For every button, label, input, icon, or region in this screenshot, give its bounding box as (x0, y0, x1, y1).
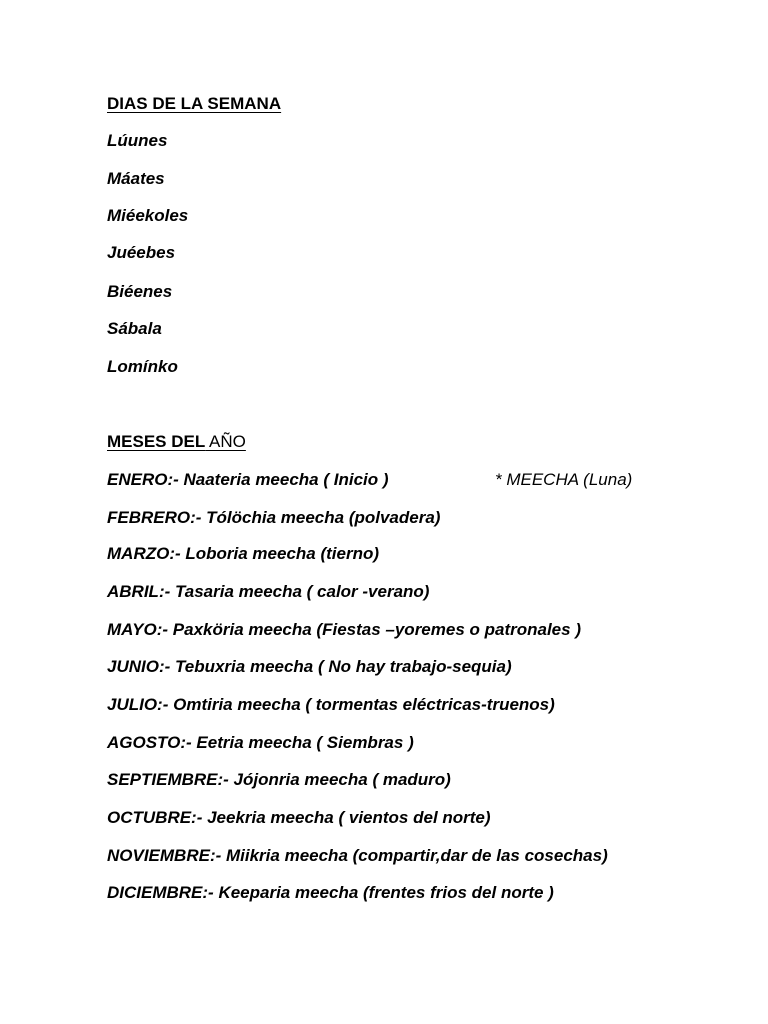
months-heading-normal: AÑO (205, 432, 246, 451)
day-item-saturday: Sábala (107, 319, 162, 338)
day-item-sunday: Lomínko (107, 357, 178, 376)
month-item-october: OCTUBRE:- Jeekria meecha ( vientos del norte) (107, 808, 491, 827)
days-heading-text: DIAS DE LA SEMANA (107, 94, 282, 113)
days-heading (107, 93, 281, 115)
month-item-april: ABRIL:- Tasaria meecha ( calor -verano) (107, 582, 430, 601)
day-item-wednesday: Miéekoles (107, 206, 189, 225)
meecha-note: * MEECHA (Luna) (495, 470, 633, 489)
month-item-may: MAYO:- Paxköria meecha (Fiestas –yoremes o patronales ) (107, 620, 581, 639)
month-item-june: JUNIO:- Tebuxria meecha ( No hay trabajo-sequia) (107, 657, 512, 676)
day-item-monday: Lúunes (107, 131, 168, 150)
months-heading (107, 431, 246, 453)
day-item-friday: Biéenes (107, 282, 173, 301)
month-item-february: FEBRERO:- Tólöchia meecha (polvadera) (107, 508, 441, 527)
months-heading-bold: MESES DEL (107, 432, 206, 451)
day-item-tuesday: Máates (107, 169, 165, 188)
month-item-january: ENERO:- Naateria meecha ( Inicio ) (107, 470, 389, 489)
month-item-november: NOVIEMBRE:- Miikria meecha (compartir,dar de las cosechas) (107, 846, 608, 865)
month-item-march: MARZO:- Loboria meecha (tierno) (107, 544, 380, 563)
day-item-thursday: Juéebes (107, 243, 176, 262)
month-item-july: JULIO:- Omtiria meecha ( tormentas eléctricas-truenos) (107, 695, 555, 714)
month-item-september: SEPTIEMBRE:- Jójonria meecha ( maduro) (107, 770, 451, 789)
month-item-august: AGOSTO:- Eetria meecha ( Siembras ) (107, 733, 414, 752)
month-item-december: DICIEMBRE:- Keeparia meecha (frentes frios del norte ) (107, 883, 554, 902)
